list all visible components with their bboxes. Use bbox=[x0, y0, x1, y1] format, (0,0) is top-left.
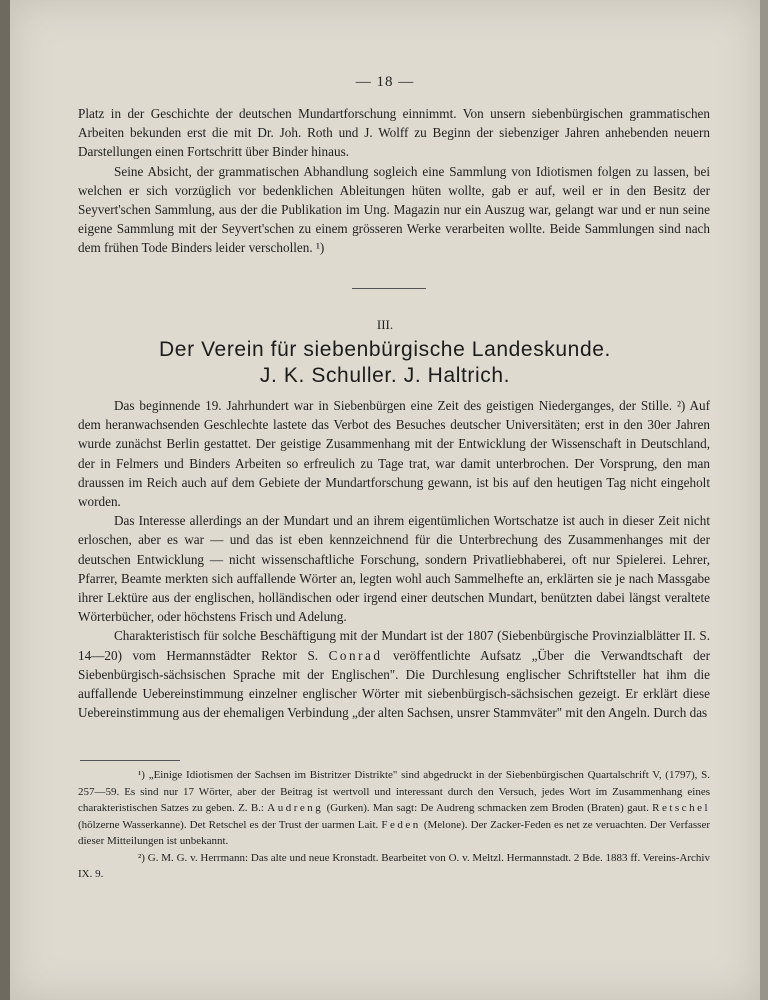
spaced-word: Audreng bbox=[267, 802, 324, 814]
page-number: — 18 — bbox=[355, 74, 415, 90]
paragraph-text: Charakteristisch für solche Beschäftigung mit der Mundart ist der 1807 (Siebenbürgische Provinzialblätter II. S. 14—20) vom Hermannstädter Rektor S. bbox=[78, 628, 710, 663]
paragraph: Das Interesse allerdings an der Mundart und an ihrem eigentümlichen Wortschatze ist auch in dieser Zeit nicht erloschen, aber es war — und das ist eben kennzeichnend für die Unterbrechung des Zusammenhanges mit der deutschen Entwicklung — nicht wissenschaftliche Forschung, sondern Privatliebhaberei, oft nur Spielerei. Lehrer, Pfarrer, Beamte merkten sich auffallende Wörter an, legten wohl auch Sammelhefte an, erklärten sie je nach Massgabe ihrer Lektüre aus der englischen, holländischen oder irgend einer deutschen Mundart, benützten dabei längst veraltete Wörterbücher, oder höchstens Frisch und Adelung. bbox=[78, 513, 710, 625]
footnote-text: (Melone). Der Zacker-Feden es net ze veruachten. Der Verfasser dieser Mitteilungen ist unbekannt. bbox=[78, 818, 711, 847]
spaced-word: Retschel bbox=[652, 802, 711, 814]
paragraph: Platz in der Geschichte der deutschen Mundartforschung einnimmt. Von unsern siebenbürgischen grammatischen Arbeiten bekunden erst die mit Dr. Joh. Roth und J. Wolff zu Beginn der siebenziger Jahren anhebenden neuern Darstellungen einen Fortschritt über Binder hinaus. bbox=[78, 106, 710, 160]
paragraph-text: veröffentlichte Aufsatz „Über die Verwandtschaft der Siebenbürgisch-sächsischen Sprache mit der Englischen". Die Durchlesung englischer Schriftsteller hat ihm die auffallende Uebereinstimmung einzelner englischer Wörter mit siebenbürgisch-sächsischen gezeigt. Er erklärt diese Uebereinstimmung aus der ehemaligen Verbindung „der alten Sachsen, unsrer Stammväter" mit den Angeln. Durch das bbox=[78, 647, 710, 721]
spaced-word: Feden bbox=[381, 818, 421, 831]
section-subtitle: J. K. Schuller. J. Haltrich. bbox=[259, 364, 511, 387]
paragraph: Seine Absicht, der grammatischen Abhandlung sogleich eine Sammlung von Idiotismen folgen zu lassen, bei welchen er sich vorzüglich vor bedenklichen Ableitungen hüten wollte, gab er auf, weil er in den Besitz der Seyvert'schen Sammlung, aus der die Publikation im Ung. Magazin nur ein Auszug war, gelangt war und er nun seine eigene Sammlung mit der Seyvert'schen zu einem grösseren Werke verarbeiten wollte. Beide Sammlungen sind nach dem frühen Tode Binders leider verschollen. ¹) bbox=[78, 163, 710, 256]
footnote-divider bbox=[80, 760, 180, 761]
footnote-text: (Gurken). Man sagt: De Audreng schmacken zem Broden (Braten) gaut. bbox=[326, 802, 649, 814]
footnote-2: ²) G. M. G. v. Herrmann: Das alte und neue Kronstadt. Bearbeitet von O. v. Meltzl. Hermannstadt. 2 Bde. 1883 ff. Vereins-Archiv IX. 9. bbox=[78, 851, 710, 880]
section-title: Der Verein für siebenbürgische Landeskunde. bbox=[159, 338, 611, 361]
book-page bbox=[10, 0, 760, 1000]
text-block-top bbox=[78, 104, 710, 258]
paragraph bbox=[78, 626, 710, 722]
footnotes bbox=[78, 767, 710, 883]
section-divider bbox=[352, 288, 426, 289]
scan-edge-right bbox=[760, 0, 768, 1000]
footnote-1 bbox=[78, 767, 710, 850]
spaced-name: Conrad bbox=[328, 647, 383, 663]
section-number: III. bbox=[376, 317, 394, 332]
scan-edge-left bbox=[0, 0, 10, 1000]
paragraph: Das beginnende 19. Jahrhundert war in Siebenbürgen eine Zeit des geistigen Niederganges, der Stille. ²) Auf dem heranwachsenden Geschlechte lastete das Verbot des Besuches deutscher Universitäten; erst in den 30er Jahren wurde zunächst Berlin gestattet. Der geistige Zusammenhang mit der Entwicklung der Wissenschaft in Deutschland, der in Felmers und Binders Arbeiten so erfreulich zu Tage trat, war damit unterbrochen. Der Vorsprung, den man draussen im Reich auch auf dem Gebiete der Mundartforschung gewann, ist bis auf den heutigen Tag nicht eingeholt worden. bbox=[78, 398, 710, 510]
footnote-text: ¹) „Einige Idiotismen der Sachsen im Bistritzer Distrikte" sind abgedruckt in der Siebenbürgischen Quartalschrift V, (1797), S. 257—59. Es sind nur 17 Wörter, aber der Beitrag ist wertvoll und interessant durch den Versuch, jedes Wort im Zusammenhang eines charakteristischen Satzes zu geben. Z. B.: bbox=[78, 769, 710, 814]
footnote-text: (hölzerne Wasserkanne). Det Retschel es der Trust der uarmen Lait. bbox=[78, 818, 379, 831]
text-block-main bbox=[78, 396, 710, 722]
